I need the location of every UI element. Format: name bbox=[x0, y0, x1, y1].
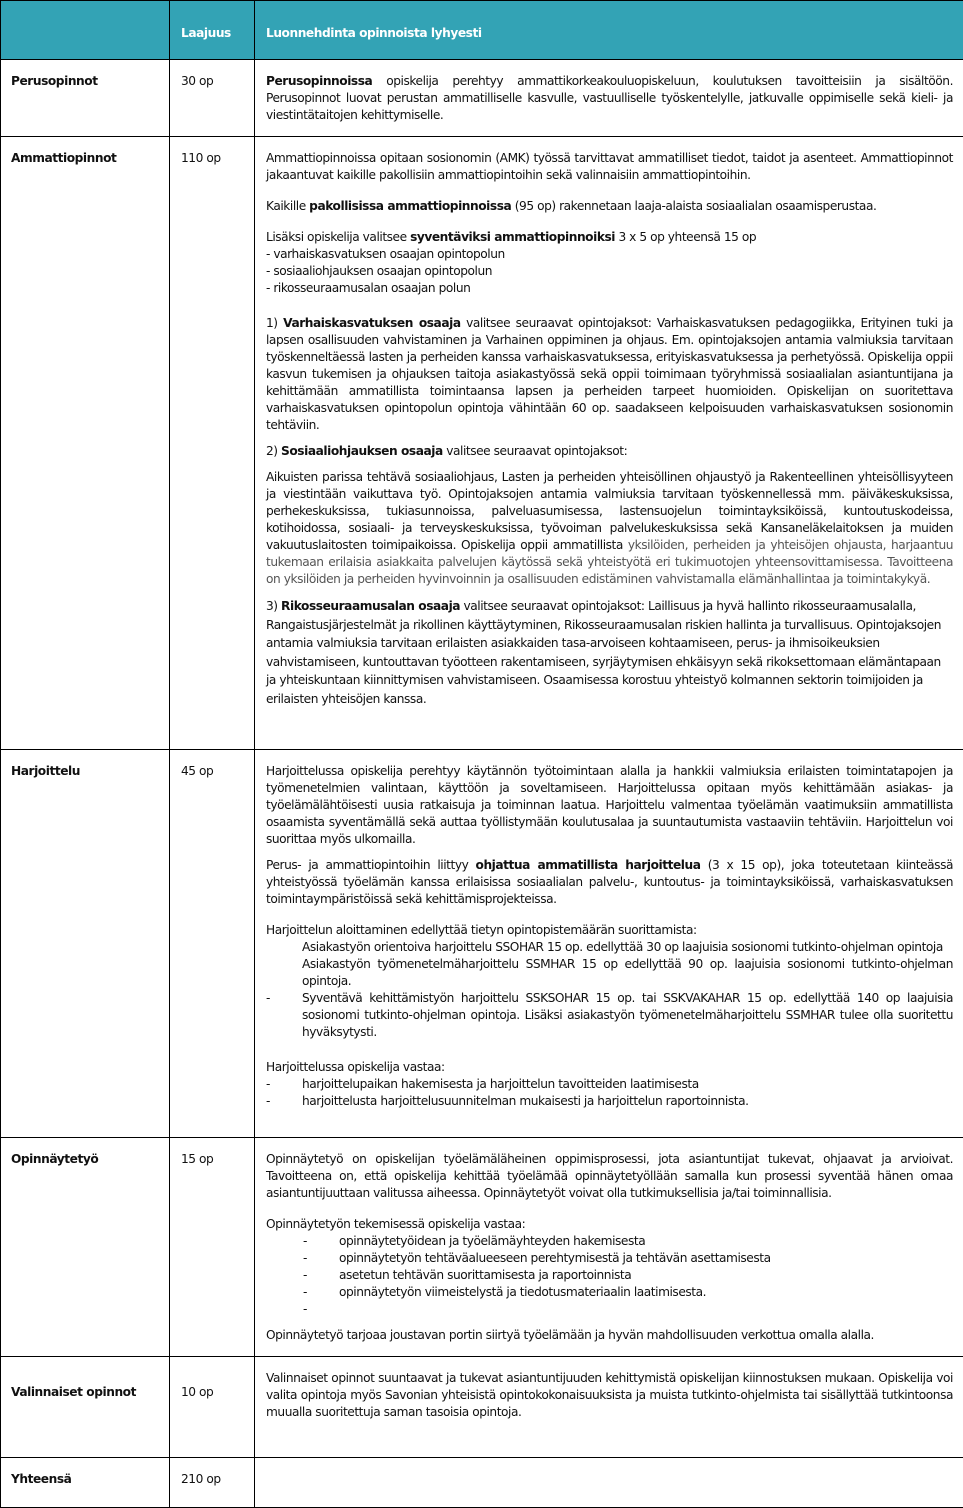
list-item: Asiakastyön orientoiva harjoittelu SSOHAR 15 op. edellyttää 30 op laajuisia sosionomi tutkinto-ohjelman opintoja bbox=[266, 939, 953, 956]
list-item: - opinnäytetyöidean ja työelämäyhteyden hakemisesta bbox=[266, 1233, 953, 1250]
responsibilities-list: Opinnäytetyön tekemisessä opiskelija vastaa: - opinnäytetyöidean ja työelämäyhteyden hakemisesta - opinnäytetyön tehtäväalueeseen perehtymisestä ja tehtävän asettamisesta - asetetun tehtävän suorittamisesta ja raportoinnista - opinnäytetyön viimeistelystä ja tiedotusmateriaalin laatimisesta. - bbox=[266, 1216, 953, 1318]
cell-label: Yhteensä bbox=[1, 1458, 170, 1508]
path-list: Lisäksi opiskelija valitsee syventäviksi ammattiopinnoiksi 3 x 5 op yhteensä 15 op - varhaiskasvatuksen osaajan opintopolun - sosiaaliohjauksen osaajan opintopolun - rikosseuraamusalan osaajan polun bbox=[266, 229, 953, 297]
paragraph: Valinnaiset opinnot suuntaavat ja tukevat asiantuntijuuden kehittymistä opiskelijan kiinnostuksen mukaan. Opiskelija voi valita opintoja myös Savonian yhteisistä opintokokonaisuuksista ja muista tutkinto-ohjelmista tai sisällyttää tutkintoonsa muualla suoritettuja saman tasoisia opintoja. bbox=[266, 1370, 953, 1421]
cell-description bbox=[255, 1357, 963, 1458]
table-row-harjoittelu bbox=[1, 750, 963, 1138]
header-col-scope: Laajuus bbox=[170, 1, 255, 60]
list-item: - harjoittelusta harjoittelusuunnitelman mukaisesti ja harjoittelun raportoinnista. bbox=[266, 1093, 953, 1110]
cell-scope: 45 op bbox=[170, 750, 255, 1138]
cell-scope: 30 op bbox=[170, 60, 255, 137]
paragraph: Perusopinnoissa opiskelija perehtyy ammattikorkeakouluopiskeluun, koulutuksen tavoitteisiin ja sisältöön. Perusopinnot luovat perustan ammatilliselle kasvulle, vastuulliselle työskentelylle, jatkuvalle oppimiselle sekä kieli- ja viestintätaitojen kehittymiselle. bbox=[266, 73, 953, 124]
requirements-list: Harjoittelun aloittaminen edellyttää tietyn opintopistemäärän suorittamista: Asiakastyön orientoiva harjoittelu SSOHAR 15 op. edellyttää 30 op laajuisia sosionomi tutkinto-ohjelman opintoja Asiakastyön työmenetelmäharjoittelu SSMHAR 15 op edellyttää 90 op. laajuisia sosionomi tutkinto-ohjelman opintoja. - Syventävä kehittämistyön harjoittelu SSKSOHAR 15 op. tai SSKVAKAHAR 15 op. edellyttää 140 op laajuisia sosionomi tutkinto-ohjelman opintoja. Lisäksi asiakastyön työmenetelmäharjoittelu SSMHAR tulee olla suoritettu hyväksytysti. bbox=[266, 922, 953, 1041]
list-item: - varhaiskasvatuksen osaajan opintopolun bbox=[266, 246, 953, 263]
list-item: - harjoittelupaikan hakemisesta ja harjoittelun tavoitteiden laatimisesta bbox=[266, 1076, 953, 1093]
cell-label: Ammattiopinnot bbox=[1, 137, 170, 750]
list-item: - rikosseuraamusalan osaajan polun bbox=[266, 280, 953, 297]
list-item: Asiakastyön työmenetelmäharjoittelu SSMHAR 15 op edellyttää 90 op. laajuisia sosionomi tutkinto-ohjelman opintoja. bbox=[266, 956, 953, 990]
cell-description bbox=[255, 1458, 963, 1508]
cell-label: Harjoittelu bbox=[1, 750, 170, 1138]
cell-scope: 210 op bbox=[170, 1458, 255, 1508]
paragraph: Opinnäytetyö on opiskelijan työelämäläheinen oppimisprosessi, jota asiantuntijat tukevat, ohjaavat ja arvioivat. Tavoitteena on, että opiskelija kehittää työelämää opinnäytetyöllään samalla kun prosessi syventää hänen omaa asiantuntijuuttaan valitussa aiheessa. Opinnäytetyöt voivat olla tutkimuksellisia ja/tai toiminnallisia. bbox=[266, 1151, 953, 1202]
list-item: - opinnäytetyön tehtäväalueeseen perehtymisestä ja tehtävän asettamisesta bbox=[266, 1250, 953, 1267]
table-row-opinnaytetyo bbox=[1, 1138, 963, 1357]
paragraph: Opinnäytetyö tarjoaa joustavan portin siirtyä työelämään ja hyvän mahdollisuuden verkottua omalla alalla. bbox=[266, 1327, 953, 1344]
table-row-valinnaiset bbox=[1, 1357, 963, 1458]
paragraph: Harjoittelussa opiskelija perehtyy käytännön työtoimintaan alalla ja hankkii valmiuksia erilaisten toimintatapojen ja työmenetelmien valintaan, käyttöön ja soveltamiseen. Harjoittelussa opitaan myös kehittämään asiakas- ja työelämälähtöisesti uusia ratkaisuja ja toiminnan laatua. Harjoittelu valmentaa työelämän vaatimuksiin ammatillista osaamista syventämällä sekä auttaa työllistymään koulutusalaa ja suuntautumista vastaaviin tehtäviin. Harjoittelun voi suorittaa myös ulkomailla. bbox=[266, 763, 953, 848]
cell-scope: 15 op bbox=[170, 1138, 255, 1357]
section-sosiaaliohjaus-heading: 2) Sosiaaliohjauksen osaaja valitsee seuraavat opintojaksot: bbox=[266, 443, 953, 460]
table-row-ammattiopinnot bbox=[1, 137, 963, 750]
cell-label: Perusopinnot bbox=[1, 60, 170, 137]
header-col-study-type bbox=[1, 1, 170, 60]
list-item: - opinnäytetyön viimeistelystä ja tiedotusmateriaalin laatimisesta. bbox=[266, 1284, 953, 1301]
table-header-row bbox=[1, 1, 963, 60]
section-varhaiskasvatus: 1) Varhaiskasvatuksen osaaja valitsee seuraavat opintojaksot: Varhaiskasvatuksen pedagogiikka, Erityinen tuki ja lapsen osallisuuden vahvistaminen ja Varhainen oppiminen ja ohjaus. Em. opintojaksojen antamia valmiuksia tarvitaan työskenneltäessä lasten ja perheiden kanssa varhaiskasvatuksessa, erityiskasvatuksessa ja perhetyössä. Opiskelija oppii kasvun tukemisen ja ohjauksen taitoja asiakastyössä sekä oppii toimimaan työryhmissä sosiaalialan asiantuntijana ja kehittämään ammatillista toimintaansa lapsen ja perheiden tarpeet huomioiden. Opiskelijan on suoritettava varhaiskasvatuksen opintopolun opintoja vähintään 60 op. saadakseen kelpoisuuden varhaiskasvatuksen sosionomin tehtäviin. bbox=[266, 315, 953, 434]
paragraph: Ammattiopinnoissa opitaan sosionomin (AMK) työssä tarvittavat ammatilliset tiedot, taidot ja asenteet. Ammattiopinnot jakaantuvat kaikille pakollisiin ammattiopintoihin sekä valinnaisiin ammattiopintoihin. bbox=[266, 150, 953, 184]
cell-scope: 110 op bbox=[170, 137, 255, 750]
cell-label: Valinnaiset opinnot bbox=[1, 1357, 170, 1458]
header-col-description: Luonnehdinta opinnoista lyhyesti bbox=[255, 1, 963, 60]
list-item: - sosiaaliohjauksen osaajan opintopolun bbox=[266, 263, 953, 280]
list-item: - bbox=[266, 1301, 953, 1318]
paragraph: Kaikille pakollisissa ammattiopinnoissa (95 op) rakennetaan laaja-alaista sosiaalialan osaamisperustaa. bbox=[266, 198, 953, 215]
paragraph: Perus- ja ammattiopintoihin liittyy ohjattua ammatillista harjoittelua (3 x 15 op), joka toteutetaan kiinteässä yhteistyössä työelämän kanssa erilaisissa sosiaalialan palvelu-, kuntoutus- ja toimintayksiköissä, varhaiskasvatuksen toimintaympäristöissä sekä kehittämisprojekteissa. bbox=[266, 857, 953, 908]
list-item: - Syventävä kehittämistyön harjoittelu SSKSOHAR 15 op. tai SSKVAKAHAR 15 op. edellyttää 140 op laajuisia sosionomi tutkinto-ohjelman opintoja. Lisäksi asiakastyön työmenetelmäharjoittelu SSMHAR tulee olla suoritettu hyväksytysti. bbox=[266, 990, 953, 1041]
cell-description bbox=[255, 60, 963, 137]
cell-description bbox=[255, 1138, 963, 1357]
cell-label: Opinnäytetyö bbox=[1, 1138, 170, 1357]
cell-scope: 10 op bbox=[170, 1357, 255, 1458]
cell-description bbox=[255, 750, 963, 1138]
table-row-yhteensa bbox=[1, 1458, 963, 1508]
section-rikosseuraamus: 3) Rikosseuraamusalan osaaja valitsee seuraavat opintojaksot: Laillisuus ja hyvä hallinto rikosseuraamusalalla, Rangaistusjärjestelmät ja rikollinen käyttäytyminen, Rikosseuraamusalan riskien hallinta ja turvallisuus. Opintojaksojen antamia valmiuksia tarvitaan erilaisten asiakkaiden tasa-arvoiseen kohtaamiseen, perus- ja ihmisoikeuksien vahvistamiseen, kuntouttavan työotteen rakentamiseen, syrjäytymisen ehkäisyyn sekä rikoksettomaan elämäntapaan ja yhteiskuntaan kiinnittymisen vahvistamiseen. Osaamisessa korostuu yhteistyö kolmannen sektorin toimijoiden ja erilaisten yhteisöjen kanssa. bbox=[266, 597, 953, 708]
list-item: - asetetun tehtävän suorittamisesta ja raportoinnista bbox=[266, 1267, 953, 1284]
cell-description bbox=[255, 137, 963, 750]
responsibilities-list: Harjoittelussa opiskelija vastaa: - harjoittelupaikan hakemisesta ja harjoittelun tavoitteiden laatimisesta - harjoittelusta harjoittelusuunnitelman mukaisesti ja harjoittelun raportoinnista. bbox=[266, 1059, 953, 1110]
section-sosiaaliohjaus-body: Aikuisten parissa tehtävä sosiaaliohjaus, Lasten ja perheiden yhteisöllinen ohjaustyö ja Rakenteellinen yhteisöllisyyteen ja viestintään vaikuttava työ. Opintojaksojen antamia valmiuksia tarvitaan työskennellessä mm. päiväkeskuksissa, perhekeskuksissa, tukiasunnoissa, palveluasumisessa, lastensuojelun toimintayksiköissä, kuntoutuskodeissa, kotihoidossa, sosiaali- ja terveyskeskuksissa, työvoiman palvelukeskuksissa sekä Kansaneläkelaitoksen ja muiden vakuutuslaitosten toimipaikoissa. Opiskelija oppii ammatillista yksilöiden, perheiden ja yhteisöjen ohjausta, harjaantuu tukemaan erilaisia asiakkaita palvelujen käytössä sekä yhteistyötä eri tukimuotojen yhteensovittamisessa. Tavoitteena on yksilöiden ja perheiden hyvinvoinnin ja osallisuuden edistäminen vahvistamalla elämänhallintaa ja toimintakykyä. bbox=[266, 469, 953, 588]
table-row-perusopinnot bbox=[1, 60, 963, 137]
